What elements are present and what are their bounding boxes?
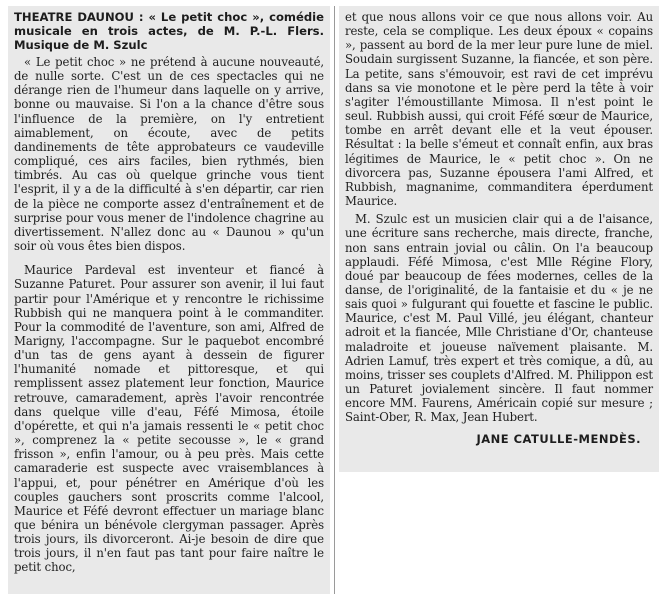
author-signature: JANE CATULLE-MENDÈS. — [476, 431, 641, 446]
right-column — [339, 6, 659, 472]
paragraph-intro: « Le petit choc » ne prétend à aucune nouveauté, de nulle sorte. C'est un de ces spectacles qui ne dérange rien de l'humeur dans laquelle on y arrive, bonne ou mauvaise. Si l'on a la chance d'être sous l'influence de la première, on l'y entretient aimablement, on écoute, avec de petits dandinements de tête approbateurs ce vaudeville compliqué, ces airs faciles, bien rythmés, bien timbrés. Au cas où quelque grinche vous tient l'esprit, il y a de la difficulté à s'en départir, car rien de la pièce ne comporte assez d'entraînement et de surprise pour vous mener de l'indolence chagrine au divertissement. N'allez donc au « Daunou » qu'un soir où vous êtes bien dispos. — [14, 55, 324, 254]
paragraph-music-cast: M. Szulc est un musicien clair qui a de l'aisance, une écriture sans recherche, mais directe, franche, non sans entrain jovial ou câlin. On l'a beaucoup applaudi. Féfé Mimosa, c'est Mlle Régine Flory, doué par beaucoup de fées modernes, celles de la danse, de l'originalité, de la fantaisie et du « je ne sais quoi » fulgurant qui fouette et fascine le public. Maurice, c'est M. Paul Villé, jeu élégant, chanteur adroit et la fiancée, Mlle Christiane d'Or, chanteuse maladroite et joueuse naïvement plaisante. M. Adrien Lamuf, très expert et très comique, a dû, au moins, trisser ses couplets d'Alfred. M. Philippon est un Paturet jovialement sincère. Il faut nommer encore MM. Faurens, Américain copié sur mesure ; Saint-Ober, R. Max, Jean Hubert. — [345, 212, 653, 425]
column-divider — [334, 6, 335, 594]
paragraph-plot-continued: et que nous allons voir ce que nous allons voir. Au reste, cela se complique. Les deux époux « copains », passent au bord de la mer leur pure lune de miel. Soudain surgissent Suzanne, la fiancée, et son père. La petite, sans s'émouvoir, est ravi de cet imprévu dans sa vie monotone et le père perd la tête à voir s'agiter l'émoustillante Mimosa. Il n'est point le seul. Rubbish aussi, qui croit Féfé sœur de Maurice, tombe en arrêt devant elle et la veut épouser. Résultat : la belle s'émeut et connaît enfin, aux bras légitimes de Maurice, le « petit choc ». On ne divorcera pas, Suzanne épousera l'ami Alfred, et Rubbish, magnanime, commanditera éperdument Maurice. — [345, 10, 653, 209]
article-heading: THEATRE DAUNOU : « Le petit choc », comédie musicale en trois actes, de M. P.-L. Flers. Musique de M. Szulc — [14, 10, 324, 52]
paragraph-plot: Maurice Pardeval est inventeur et fiancé à Suzanne Paturet. Pour assurer son avenir, il lui faut partir pour l'Amérique et y rencontre le richissime Rubbish qui ne manquera point à le commanditer. Pour la commodité de l'aventure, son ami, Alfred de Marigny, l'accompagne. Sur le paquebot encombré d'un tas de gens ayant à dessein de figurer l'humanité nomade et pittoresque, et qui remplissent assez platement leur fonction, Maurice retrouve, camaradement, après l'avoir rencontrée dans quelque ville d'eau, Féfé Mimosa, étoile d'opérette, et qui n'a jamais ressenti le « petit choc », comprenez la « petite secousse », le « grand frisson », enfin l'amour, ou à peu près. Mais cette camaraderie est suspecte avec vraisemblances à l'appui, et, pour pénétrer en Amérique d'où les couples gauchers sont proscrits comme l'alcool, Maurice et Féfé devront effectuer un mariage blanc que bénira un bénévole clergyman passager. Après trois jours, ils divorceront. Ai-je besoin de dire que trois jours, il n'en faut pas tant pour faire naître le petit choc, — [14, 263, 324, 575]
left-column — [8, 6, 330, 594]
